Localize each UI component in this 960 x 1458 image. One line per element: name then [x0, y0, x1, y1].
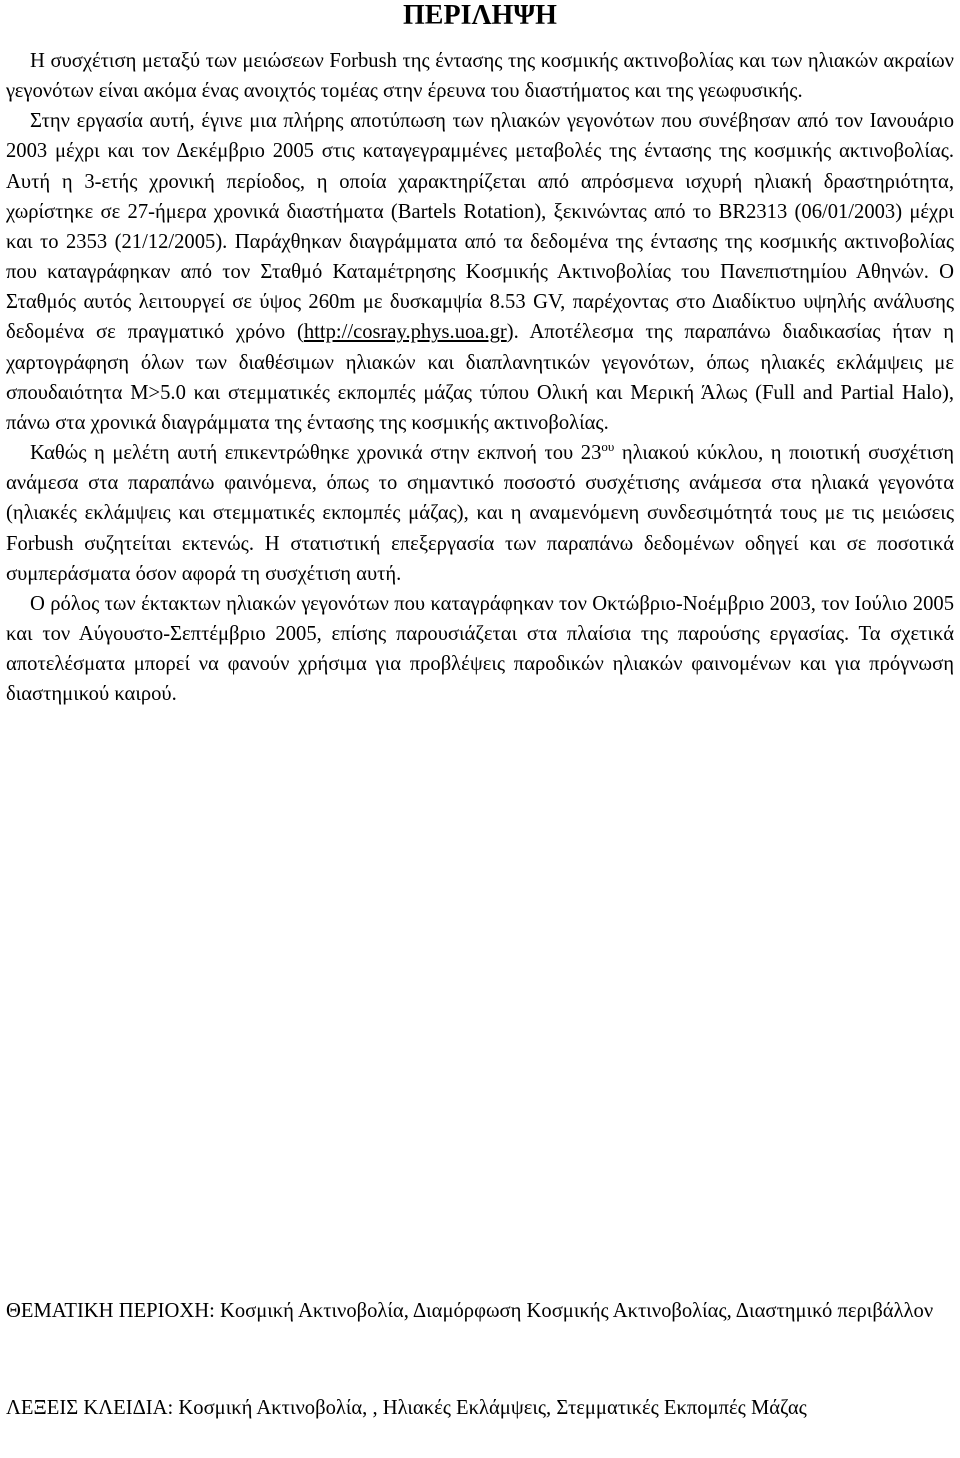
abstract-body	[6, 46, 954, 709]
paragraph-3-text-a: Καθώς η μελέτη αυτή επικεντρώθηκε χρονικά στην εκπνοή του 23	[30, 442, 602, 465]
keywords-block	[6, 1393, 954, 1424]
ordinal-superscript: ου	[601, 439, 615, 455]
cosray-link[interactable]: http://cosray.phys.uoa.gr	[303, 321, 507, 344]
abstract-paragraph-2	[6, 106, 954, 438]
subject-area: ΘΕΜΑΤΙΚΗ ΠΕΡΙΟΧΗ: Κοσμική Ακτινοβολία, Διαμόρφωση Κοσμικής Ακτινοβολίας, Διαστημικό περιβάλλον	[6, 1300, 934, 1322]
subject-area-block	[6, 1296, 954, 1327]
paragraph-3-text-b: ηλιακού κύκλου, η ποιοτική συσχέτιση ανάμεσα στα παραπάνω φαινόμενα, όπως το σημαντικό ποσοστό συσχέτισης ανάμεσα στα ηλιακά γεγονότα (ηλιακές εκλάμψεις και στεμματικές εκπομπές μάζας), και η αναμενόμενη συνδεσιμότητά τους με τις μειώσεις Forbush συζητείται εκτενώς. Η στατιστική επεξεργασία των παραπάνω δεδομένων οδηγεί και σε ποσοτικά συμπεράσματα όσον αφορά τη συσχέτιση αυτή.	[6, 442, 954, 585]
page-title: ΠΕΡΙΛΗΨΗ	[403, 0, 557, 31]
abstract-paragraph-4: Ο ρόλος των έκτακτων ηλιακών γεγονότων που καταγράφηκαν τον Οκτώβριο-Νοέμβριο 2003, τον Ιούλιο 2005 και τον Αύγουστο-Σεπτέμβριο 2005, επίσης παρουσιάζεται στα πλαίσια της παρούσης εργασίας. Τα σχετικά αποτελέσματα μπορεί να φανούν χρήσιμα για προβλέψεις παροδικών ηλιακών φαινομένων και για πρόγνωση διαστημικού καιρού.	[6, 592, 954, 706]
abstract-page	[6, 0, 954, 709]
paragraph-2-text-b: ). Αποτέλεσμα της παραπάνω διαδικασίας ήταν η χαρτογράφηση όλων των διαθέσιμων ηλιακών και διαπλανητικών γεγονότων, όπως ηλιακές εκλάμψεις με σπουδαιότητα M>5.0 και στεμματικές εκπομπές μάζας τύπου Ολική και Μερική Άλως (Full and Partial Halo), πάνω στα χρονικά διαγράμματα της έντασης της κοσμικής ακτινοβολίας.	[6, 321, 954, 434]
keywords: ΛΕΞΕΙΣ ΚΛΕΙΔΙΑ: Κοσμική Ακτινοβολία, , Ηλιακές Εκλάμψεις, Στεμματικές Εκπομπές Μάζας	[6, 1397, 807, 1419]
abstract-paragraph-3	[6, 438, 954, 589]
paragraph-2-text-a: Στην εργασία αυτή, έγινε μια πλήρης αποτύπωση των ηλιακών γεγονότων που συνέβησαν από τον Ιανουάριο 2003 μέχρι και τον Δεκέμβριο 2005 στις καταγεγραμμένες μεταβολές της έντασης της κοσμικής ακτινοβολίας. Αυτή η 3-ετής χρονική περίοδος, η οποία χαρακτηρίζεται από απρόσμενα ισχυρή ηλιακή δραστηριότητα, χωρίστηκε σε 27-ήμερα χρονικά διαστήματα (Bartels Rotation), ξεκινώντας από το BR2313 (06/01/2003) μέχρι και το 2353 (21/12/2005). Παράχθηκαν διαγράμματα από τα δεδομένα της έντασης της κοσμικής ακτινοβολίας που καταγράφηκαν από τον Σταθμό Καταμέτρησης Κοσμικής Ακτινοβολίας του Πανεπιστημίου Αθηνών. Ο Σταθμός αυτός λειτουργεί σε ύψος 260m με δυσκαμψία 8.53 GV, παρέχοντας στο Διαδίκτυο υψηλής ανάλυσης δεδομένα σε πραγματικό χρόνο (	[6, 110, 954, 344]
abstract-paragraph-1: Η συσχέτιση μεταξύ των μειώσεων Forbush της έντασης της κοσμικής ακτινοβολίας και των ηλιακών ακραίων γεγονότων είναι ακόμα ένας ανοιχτός τομέας στην έρευνα του διαστήματος και της γεωφυσικής.	[6, 50, 954, 103]
